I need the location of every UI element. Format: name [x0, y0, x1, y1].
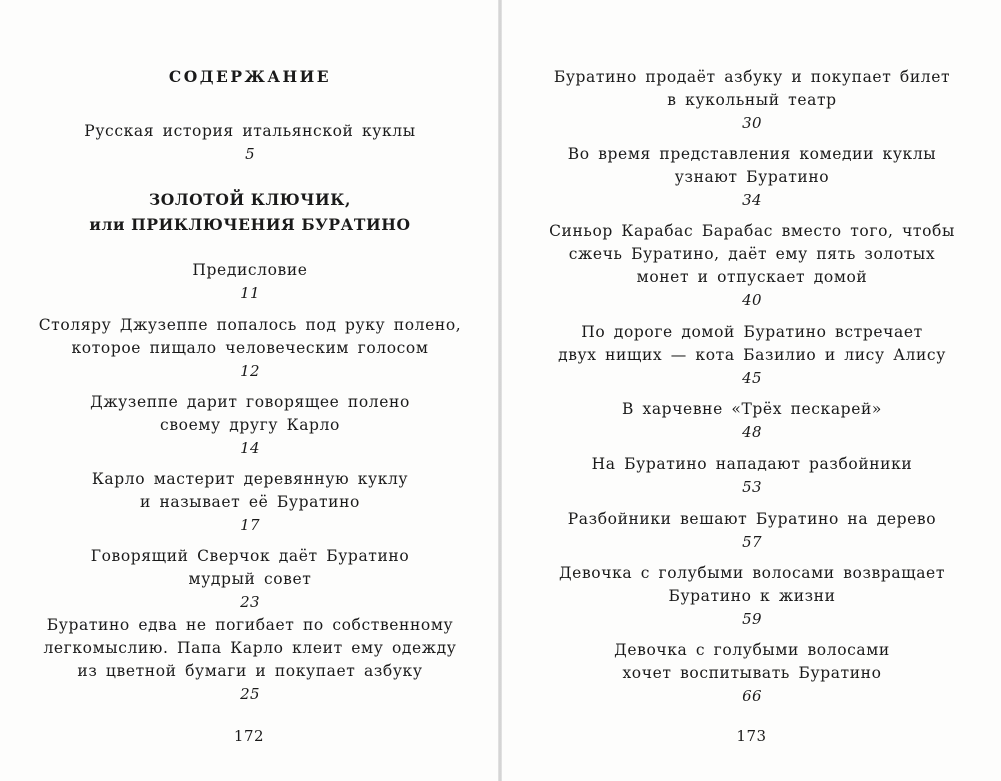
toc-entry-title-line: мудрый совет: [188, 570, 312, 588]
toc-entry-title-line: Джузеппе дарит говорящее полено: [90, 393, 410, 411]
toc-entry-title-line: Во время представления комедии куклы: [567, 145, 937, 163]
left-page: [0, 0, 498, 781]
toc-entry-title-line: Столяру Джузеппе попалось под руку полено,: [38, 316, 462, 334]
toc-entry: [542, 220, 962, 311]
toc-entry: [542, 321, 962, 389]
toc-entry: [542, 562, 962, 630]
toc-entry-page: 14: [240, 439, 260, 457]
toc-entry: [30, 545, 470, 613]
toc-entry-page: 12: [240, 362, 260, 380]
toc-entry-page: 45: [742, 369, 762, 387]
toc-entry-title-line: Предисловие: [192, 261, 308, 279]
toc-entry-page: 40: [742, 291, 762, 309]
contents-heading: СОДЕРЖАНИЕ: [168, 67, 332, 86]
toc-entry-title-line: монет и отпускает домой: [636, 268, 868, 286]
toc-entry: [542, 398, 962, 443]
page-number: 173: [736, 727, 767, 745]
toc-entry: [542, 639, 962, 707]
toc-entry-page: 48: [742, 423, 762, 441]
toc-entry: [542, 66, 962, 134]
toc-entry-page: 5: [245, 145, 255, 163]
toc-entry-title-line: легкомыслию. Папа Карло клеит ему одежду: [43, 639, 457, 657]
toc-entry: [30, 614, 470, 705]
toc-entry-title-line: узнают Буратино: [674, 168, 830, 186]
toc-entry-title-line: Буратино едва не погибает по собственному: [46, 616, 454, 634]
book-title-line: ЗОЛОТОЙ КЛЮЧИК,: [148, 190, 352, 209]
toc-entry-page: 23: [240, 593, 260, 611]
toc-entry-title-line: Буратино продаёт азбуку и покупает билет: [553, 68, 951, 86]
toc-entry: [30, 314, 470, 382]
toc-entry: [542, 453, 962, 498]
toc-entry-page: 11: [240, 284, 260, 302]
toc-entry-page: 57: [742, 533, 762, 551]
toc-entry-title-line: Буратино к жизни: [668, 587, 836, 605]
toc-entry-title-line: Девочка с голубыми волосами: [614, 641, 890, 659]
toc-entry-intro: [30, 120, 470, 165]
toc-entry-title-line: в кукольный театр: [667, 91, 837, 109]
toc-entry-page: 66: [742, 687, 762, 705]
toc-entry-page: 25: [240, 685, 260, 703]
toc-entry-title-line: В харчевне «Трёх пескарей»: [621, 400, 882, 418]
right-page: [502, 0, 1001, 781]
toc-entry-page: 59: [742, 610, 762, 628]
toc-entry-title-line: Девочка с голубыми волосами возвращает: [558, 564, 946, 582]
toc-entry-title-line: На Буратино нападают разбойники: [591, 455, 913, 473]
toc-entry-title-line: Карло мастерит деревянную куклу: [91, 470, 409, 488]
toc-entry-title-line: Синьор Карабас Барабас вместо того, чтобы: [549, 222, 955, 240]
toc-entry: [30, 468, 470, 536]
toc-entry-title-line: двух нищих — кота Базилио и лису Алису: [558, 346, 946, 364]
toc-entry-title-line: из цветной бумаги и покупает азбуку: [77, 662, 423, 680]
toc-entry-title-line: Говорящий Сверчок даёт Буратино: [90, 547, 410, 565]
toc-entry: [542, 143, 962, 211]
toc-entry: [542, 508, 962, 553]
toc-entry-title-line: своему другу Карло: [160, 416, 340, 434]
toc-entry-title-line: По дороге домой Буратино встречает: [581, 323, 923, 341]
page-number: 172: [233, 727, 265, 745]
toc-entry-title-line: которое пищало человеческим голосом: [71, 339, 429, 357]
toc-entry-page: 17: [240, 516, 260, 534]
toc-entry-title-line: Русская история итальянской куклы: [84, 122, 416, 140]
book-title-line: или ПРИКЛЮЧЕНИЯ БУРАТИНО: [89, 215, 411, 234]
toc-entry-title-line: Разбойники вешают Буратино на дерево: [567, 510, 937, 528]
toc-entry-page: 34: [742, 191, 762, 209]
toc-entry-page: 53: [742, 478, 762, 496]
toc-entry: [30, 391, 470, 459]
toc-entry-title-line: и называет её Буратино: [140, 493, 360, 511]
book-title: [30, 187, 470, 237]
toc-entry-page: 30: [742, 114, 762, 132]
toc-entry-title-line: сжечь Буратино, даёт ему пять золотых: [568, 245, 936, 263]
toc-entry: [30, 259, 470, 304]
toc-entry-title-line: хочет воспитывать Буратино: [622, 664, 882, 682]
